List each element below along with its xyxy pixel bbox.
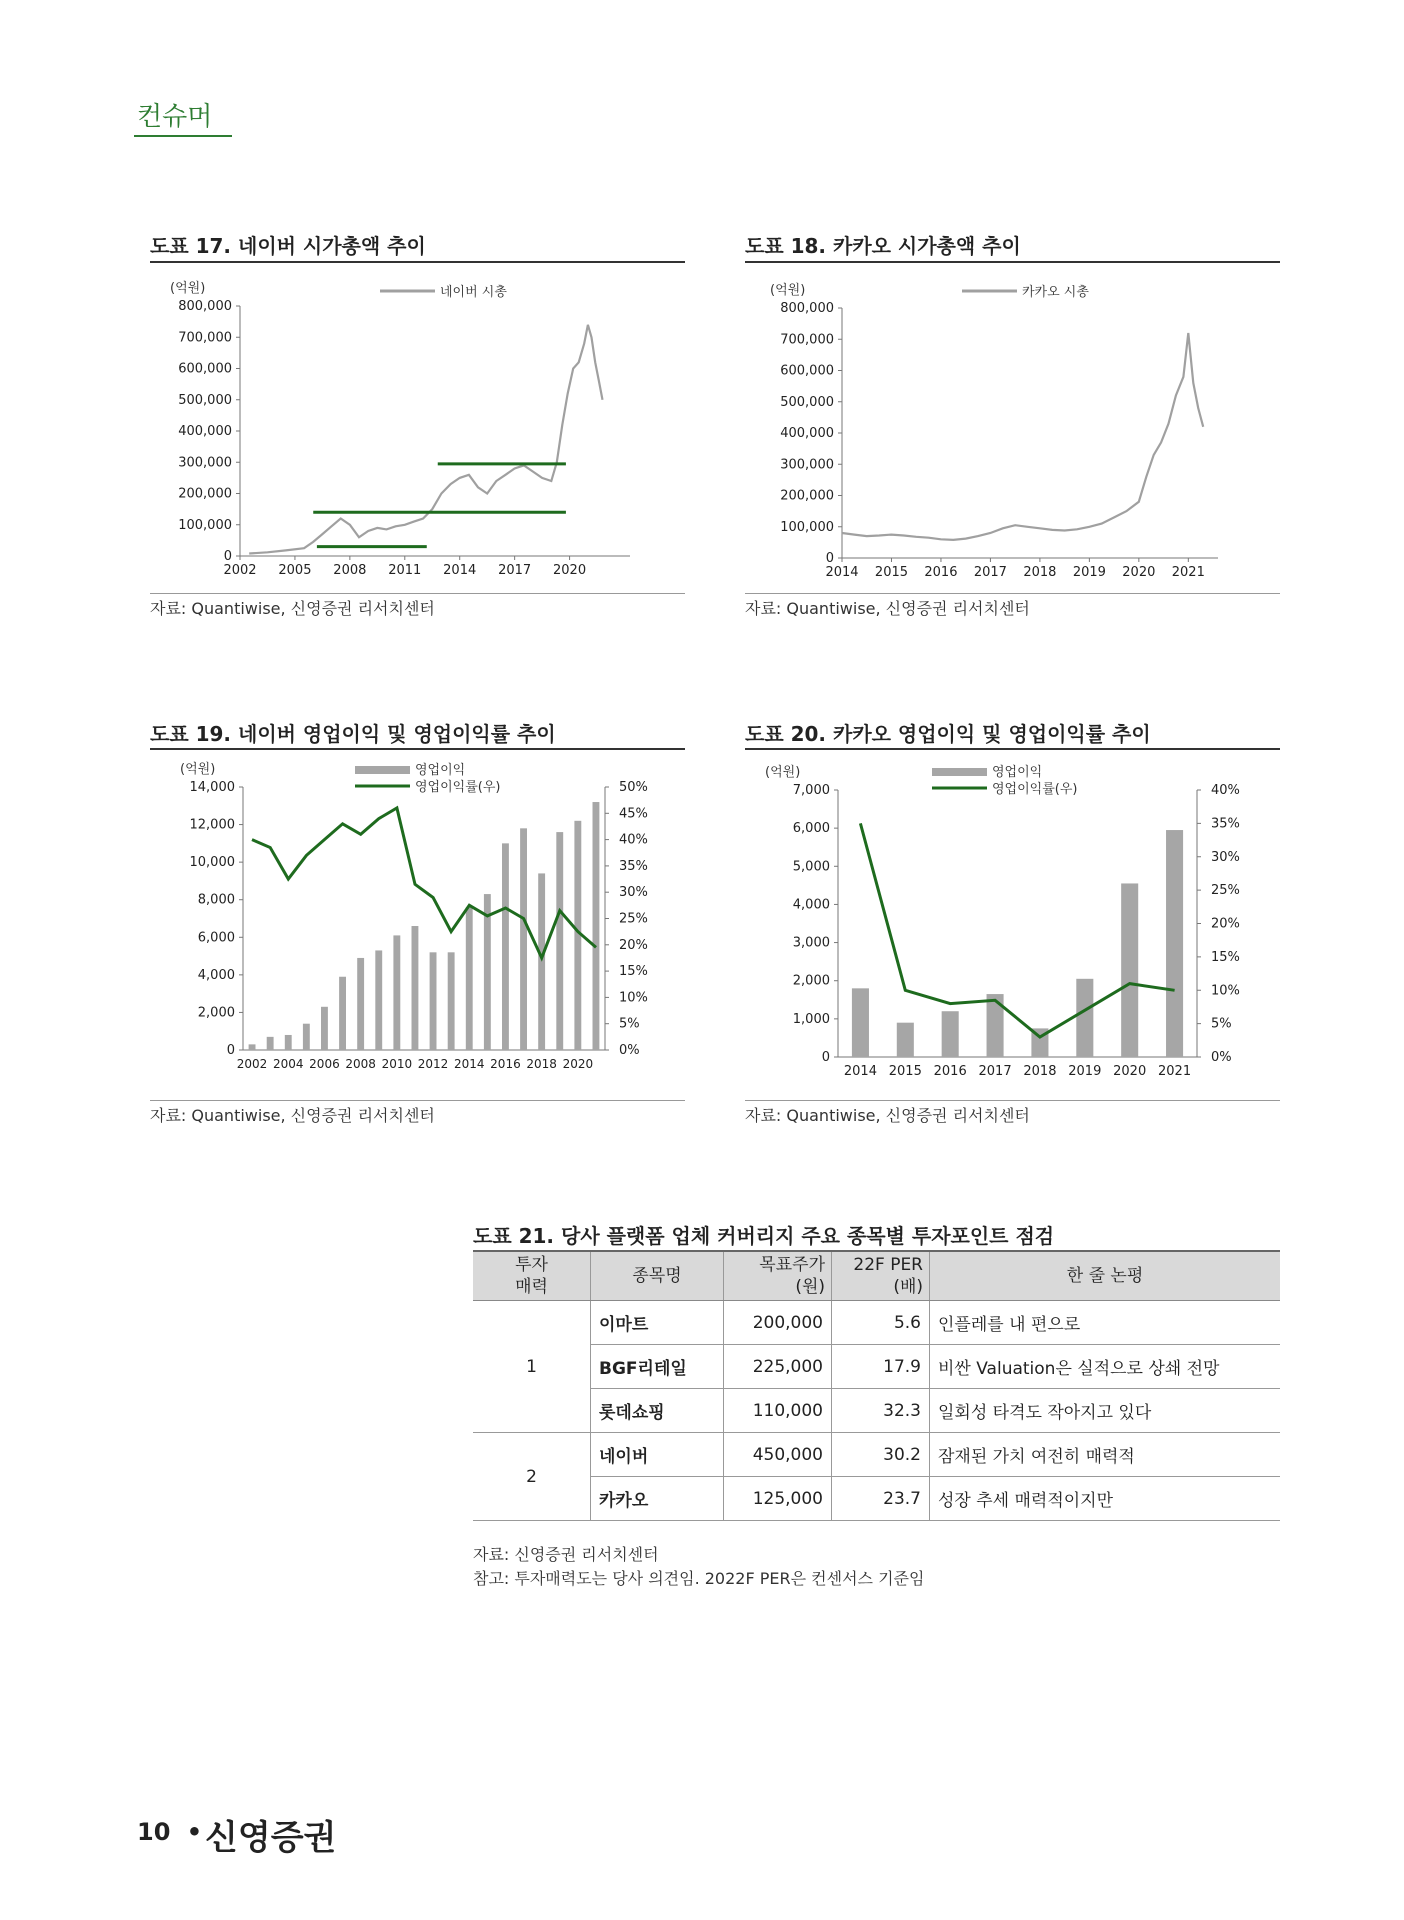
header-target: 목표주가 (원): [724, 1251, 832, 1301]
x-tick-label: 2006: [309, 1057, 340, 1071]
y-tick-label-right: 20%: [1211, 916, 1240, 932]
y-tick-label-left: 5,000: [792, 859, 830, 875]
y-unit-label: (억원): [180, 762, 216, 777]
figure-21-title: 도표 21. 당사 플랫폼 업체 커버리지 주요 종목별 투자포인트 점검: [473, 1224, 1055, 1248]
table-row: [473, 1433, 1280, 1477]
y-tick-label-left: 2,000: [792, 973, 830, 989]
legend-swatch-bar: [355, 766, 410, 774]
figure-18-title: 도표 18. 카카오 시가총액 추이: [745, 234, 1021, 258]
bar: [448, 952, 455, 1050]
x-tick-label: 2012: [417, 1057, 449, 1071]
y-tick-label-right: 40%: [1211, 783, 1240, 798]
figure-18-bottom-rule: [745, 593, 1280, 594]
x-tick-label: 2018: [1023, 1064, 1057, 1079]
legend-swatch-bar: [932, 768, 987, 776]
series-line: [249, 325, 602, 554]
bar: [538, 873, 545, 1050]
section-title: 컨슈머: [137, 102, 213, 132]
footer-bullet: •: [186, 1818, 203, 1846]
y-tick-label: 800,000: [178, 299, 232, 314]
y-tick-label-right: 35%: [619, 858, 648, 874]
legend-label-line: 영업이익률(우): [415, 780, 501, 795]
figure-20-source: 자료: Quantiwise, 신영증권 리서치센터: [745, 1106, 1030, 1125]
table-source: 자료: 신영증권 리서치센터: [473, 1545, 659, 1564]
bar: [339, 977, 346, 1050]
footer-brand: 신영증권: [205, 1818, 337, 1858]
x-tick-label: 2002: [223, 563, 257, 578]
figure-18-source: 자료: Quantiwise, 신영증권 리서치센터: [745, 599, 1030, 618]
y-tick-label-right: 15%: [1211, 949, 1240, 965]
y-tick-label: 500,000: [178, 392, 232, 408]
target-price: 110,000: [724, 1389, 832, 1433]
y-tick-label-right: 0%: [1211, 1050, 1232, 1065]
y-tick-label-left: 4,000: [792, 897, 830, 913]
bar: [249, 1044, 256, 1050]
x-tick-label: 2015: [874, 565, 909, 580]
stock-name: 네이버: [591, 1433, 724, 1477]
y-unit-label: (억원): [765, 765, 801, 780]
bar: [520, 828, 527, 1050]
thesis-text: 인플레를 내 편으로: [930, 1301, 1281, 1345]
bar: [1121, 883, 1138, 1057]
y-tick-label-left: 10,000: [189, 855, 235, 871]
y-tick-label: 700,000: [780, 332, 834, 348]
x-tick-label: 2020: [1122, 565, 1156, 580]
figure-17-bottom-rule: [150, 593, 685, 594]
table-row: [473, 1389, 1280, 1433]
y-tick-label-left: 0: [821, 1050, 830, 1065]
y-tick-label-right: 25%: [619, 911, 648, 927]
bar: [897, 1023, 914, 1057]
rating-cell: 2: [473, 1433, 591, 1521]
target-price: 225,000: [724, 1345, 832, 1389]
table-header-row: [473, 1251, 1280, 1301]
y-tick-label-left: 14,000: [189, 780, 235, 795]
section-rule: [134, 135, 232, 137]
bar: [1166, 830, 1183, 1057]
page-number: [137, 1818, 202, 1846]
y-tick-label-right: 30%: [619, 885, 648, 901]
bar: [502, 843, 509, 1050]
y-tick-label-left: 7,000: [792, 783, 830, 798]
y-tick-label: 500,000: [780, 394, 834, 410]
y-tick-label-right: 15%: [619, 964, 648, 980]
legend-label-line: 영업이익률(우): [992, 782, 1078, 797]
per-value: 32.3: [832, 1389, 930, 1433]
header-name: 종목명: [591, 1251, 724, 1301]
thesis-text: 잠재된 가치 여전히 매력적: [930, 1433, 1281, 1477]
figure-18-chart: [745, 263, 1280, 593]
series-line: [842, 333, 1203, 540]
y-tick-label: 600,000: [780, 363, 834, 379]
y-tick-label: 600,000: [178, 361, 232, 377]
bar: [942, 1011, 959, 1057]
x-tick-label: 2014: [443, 563, 477, 578]
rating-cell: 1: [473, 1301, 591, 1433]
y-tick-label: 100,000: [780, 519, 834, 535]
bar: [1076, 979, 1093, 1057]
y-tick-label-right: 20%: [619, 937, 648, 953]
figure-19-bottom-rule: [150, 1100, 685, 1101]
x-tick-label: 2018: [1023, 565, 1057, 580]
figure-20-bottom-rule: [745, 1100, 1280, 1101]
x-tick-label: 2020: [553, 563, 587, 578]
x-tick-label: 2017: [498, 563, 532, 578]
x-tick-label: 2014: [843, 1064, 877, 1079]
figure-17-source: 자료: Quantiwise, 신영증권 리서치센터: [150, 599, 435, 618]
y-tick-label-left: 12,000: [189, 817, 235, 833]
table-row: [473, 1301, 1280, 1345]
table-note: 참고: 투자매력도는 당사 의견임. 2022F PER은 컨센서스 기준임: [473, 1569, 925, 1588]
y-tick-label: 300,000: [178, 455, 232, 471]
x-tick-label: 2008: [333, 563, 367, 578]
y-tick-label-right: 40%: [619, 832, 648, 848]
x-tick-label: 2021: [1158, 1064, 1192, 1079]
bar: [375, 950, 382, 1050]
y-tick-label-left: 2,000: [197, 1005, 235, 1021]
x-tick-label: 2005: [278, 563, 312, 578]
y-tick-label-right: 30%: [1211, 849, 1240, 865]
bar: [357, 958, 364, 1050]
figure-17-chart: [150, 263, 685, 593]
y-tick-label-right: 0%: [619, 1043, 640, 1058]
target-price: 450,000: [724, 1433, 832, 1477]
y-tick-label: 400,000: [780, 426, 834, 441]
x-tick-label: 2010: [381, 1057, 413, 1071]
legend-label-bar: 영업이익: [415, 763, 466, 778]
y-tick-label-right: 5%: [619, 1016, 640, 1032]
thesis-text: 일회성 타격도 작아지고 있다: [930, 1389, 1281, 1433]
bar: [285, 1035, 292, 1050]
x-tick-label: 2016: [924, 565, 958, 580]
stock-name: 롯데쇼핑: [591, 1389, 724, 1433]
y-tick-label-left: 1,000: [792, 1011, 830, 1027]
bar: [321, 1007, 328, 1050]
x-tick-label: 2020: [1113, 1064, 1147, 1079]
y-unit-label: (억원): [170, 281, 206, 296]
x-tick-label: 2016: [933, 1064, 967, 1079]
x-tick-label: 2014: [453, 1057, 485, 1071]
x-tick-label: 2014: [825, 565, 859, 580]
y-tick-label: 100,000: [178, 517, 232, 533]
y-tick-label-right: 50%: [619, 780, 648, 795]
header-per: 22F PER (배): [832, 1251, 930, 1301]
bar: [852, 988, 869, 1057]
bar: [412, 926, 419, 1050]
y-tick-label-right: 10%: [1211, 983, 1240, 999]
x-tick-label: 2018: [526, 1057, 557, 1071]
target-price: 125,000: [724, 1477, 832, 1521]
y-tick-label-right: 35%: [1211, 816, 1240, 832]
y-tick-label-left: 0: [226, 1043, 235, 1058]
y-unit-label: (억원): [770, 283, 806, 298]
stock-name: 카카오: [591, 1477, 724, 1521]
y-tick-label-right: 25%: [1211, 883, 1240, 899]
thesis-text: 비싼 Valuation은 실적으로 상쇄 전망: [930, 1345, 1281, 1389]
figure-17-title: 도표 17. 네이버 시가총액 추이: [150, 234, 426, 258]
y-tick-label-right: 10%: [619, 990, 648, 1006]
figure-19-chart: [150, 750, 685, 1100]
legend-label-bar: 영업이익: [992, 765, 1043, 780]
x-tick-label: 2002: [236, 1057, 268, 1071]
bar: [593, 802, 600, 1050]
page-number-text: 10: [137, 1818, 171, 1846]
x-tick-label: 2011: [388, 563, 422, 578]
y-tick-label: 0: [825, 551, 834, 566]
figure-19-source: 자료: Quantiwise, 신영증권 리서치센터: [150, 1106, 435, 1125]
y-tick-label-left: 8,000: [197, 892, 235, 908]
figure-19-title: 도표 19. 네이버 영업이익 및 영업이익률 추이: [150, 722, 556, 746]
x-tick-label: 2004: [272, 1057, 304, 1071]
y-tick-label-right: 45%: [619, 806, 648, 822]
header-thesis: 한 줄 논평: [930, 1251, 1281, 1301]
legend-label: 네이버 시총: [440, 285, 507, 300]
bar: [556, 832, 563, 1050]
x-tick-label: 2017: [978, 1064, 1012, 1079]
figure-20-title: 도표 20. 카카오 영업이익 및 영업이익률 추이: [745, 722, 1151, 746]
per-value: 23.7: [832, 1477, 930, 1521]
table-row: [473, 1477, 1280, 1521]
y-tick-label-left: 6,000: [197, 930, 235, 946]
y-tick-label-right: 5%: [1211, 1016, 1232, 1032]
per-value: 5.6: [832, 1301, 930, 1345]
y-tick-label-left: 4,000: [197, 967, 235, 983]
legend-label: 카카오 시총: [1022, 285, 1089, 300]
header-rating: 투자 매력: [473, 1251, 591, 1301]
x-tick-label: 2016: [490, 1057, 521, 1071]
x-tick-label: 2021: [1171, 565, 1205, 580]
bar: [430, 952, 437, 1050]
thesis-text: 성장 추세 매력적이지만: [930, 1477, 1281, 1521]
x-tick-label: 2008: [345, 1057, 376, 1071]
y-tick-label: 400,000: [178, 424, 232, 439]
y-tick-label-left: 6,000: [792, 821, 830, 837]
per-value: 17.9: [832, 1345, 930, 1389]
x-tick-label: 2020: [562, 1057, 594, 1071]
stock-name: 이마트: [591, 1301, 724, 1345]
bar: [267, 1037, 274, 1050]
target-price: 200,000: [724, 1301, 832, 1345]
coverage-table: [473, 1250, 1280, 1521]
x-tick-label: 2019: [1072, 565, 1106, 580]
y-tick-label-left: 3,000: [792, 935, 830, 951]
bar: [303, 1024, 310, 1050]
x-tick-label: 2017: [973, 565, 1007, 580]
bar: [466, 907, 473, 1050]
y-tick-label: 200,000: [780, 488, 834, 504]
y-tick-label: 200,000: [178, 486, 232, 502]
y-tick-label: 800,000: [780, 301, 834, 316]
y-tick-label: 0: [223, 549, 232, 564]
table-row: [473, 1345, 1280, 1389]
bar: [393, 935, 400, 1050]
y-tick-label: 700,000: [178, 330, 232, 346]
stock-name: BGF리테일: [591, 1345, 724, 1389]
x-tick-label: 2015: [888, 1064, 922, 1079]
y-tick-label: 300,000: [780, 457, 834, 473]
per-value: 30.2: [832, 1433, 930, 1477]
figure-20-chart: [745, 750, 1280, 1100]
x-tick-label: 2019: [1068, 1064, 1102, 1079]
